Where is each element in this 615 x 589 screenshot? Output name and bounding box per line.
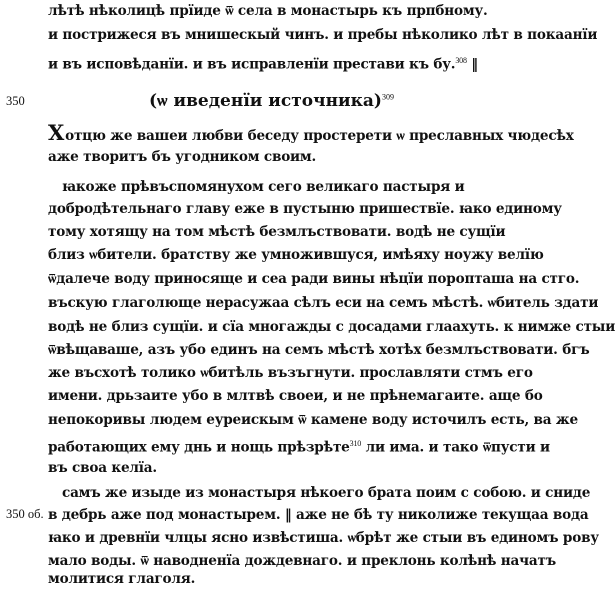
lower-line-1: самъ же изыде из монастыря нѣкоего брата поим с собою. и сниде: [62, 485, 591, 501]
margin-page-number-350: 350: [6, 94, 25, 108]
text-line-3-text: и въ исповѣданїи. и въ исправленїи престави къ бу.: [48, 56, 456, 73]
body-line-1-text: отцю же вашеи любви беседу простерети ѡ преславных чюдесѣх: [65, 128, 574, 144]
text-line-2: и пострижеся въ мнишескый чинъ. и пребы нѣколико лѣт в покаанїи: [48, 27, 598, 43]
body-line-8: въскую глаголюще нерасужаа сѣлъ еси на семъ мѣстѣ. ѡбитель здати: [48, 295, 599, 311]
body-line-9: водѣ не близ сущїи. и сїа многажды с досадами глаахуть. к нимже стыи: [48, 319, 615, 335]
section-heading: [0, 91, 543, 111]
lower-line-3: ꙗко и древнїи члцы ясно извѣстиша. ѡбрѣт же стыи въ единомъ рову: [48, 530, 599, 546]
body-line-13: непокоривы людем еуреискым ѿ камене воду источилъ есть, ва же: [48, 412, 578, 428]
body-line-14: [48, 435, 550, 457]
body-line-3: ꙗкоже прѣвъспомянухом сего великаго пастыря и: [62, 179, 465, 195]
body-line-14-continuation: ли има. и тако ѿпусти и: [365, 439, 550, 456]
lower-line-2: в дебрь аже под монастырем. ‖ аже не бѣ ту николиже текущаа вода: [48, 507, 589, 523]
section-end-bar: ‖: [471, 56, 478, 73]
body-line-7: ѿдалече воду приносяще и сеа ради вины нѣцїи поропташа на стго.: [48, 271, 580, 287]
body-line-4: добродѣтельнаго главу еже в пустыню пришествїе. ꙗко единому: [48, 201, 562, 217]
text-line-3: [48, 52, 478, 74]
body-line-5: тому хотящу на том мѣстѣ безмлъствовати. водѣ не сущїи: [48, 224, 506, 240]
section-heading-text: (ѡ иведенїи источника): [149, 91, 382, 111]
body-line-10: ѿвѣщаваше, азъ убо единъ на семъ мѣстѣ хотѣх безмлъствовати. бгъ: [48, 342, 590, 358]
body-line-11: же въсхотѣ толико ѡбитѣль възъгнути. прославляти стмъ его: [48, 365, 533, 381]
lower-line-5: молитися глаголя.: [48, 571, 196, 587]
body-line-12: имени. дрьзаите убо в млтвѣ своеи, и не прѣнемагаите. аще бо: [48, 388, 543, 404]
footnote-ref-310: 310: [349, 439, 362, 448]
body-line-2: аже творитъ бъ угодником своим.: [48, 149, 317, 165]
margin-page-number-350ob: 350 об.: [6, 507, 44, 521]
body-line-1: [48, 120, 574, 145]
text-line-1: лѣтѣ нѣколицѣ прїиде ѿ села в монастырь къ прпбному.: [48, 3, 488, 19]
footnote-ref-308: 308: [455, 56, 467, 65]
body-line-14-text: работающих ему днь и нощь прѣзрѣте: [48, 439, 350, 456]
lower-line-4: мало воды. ѿ наводненїа дождевнаго. и преклонь колѣнѣ начатъ: [48, 553, 556, 569]
footnote-ref-309: 309: [381, 92, 394, 102]
body-line-15: въ своа келїа.: [48, 460, 157, 476]
body-line-6: близ ѡбители. братству же умножившуся, имѣяху ноужу велїю: [48, 247, 544, 263]
drop-capital: Х: [48, 120, 65, 145]
